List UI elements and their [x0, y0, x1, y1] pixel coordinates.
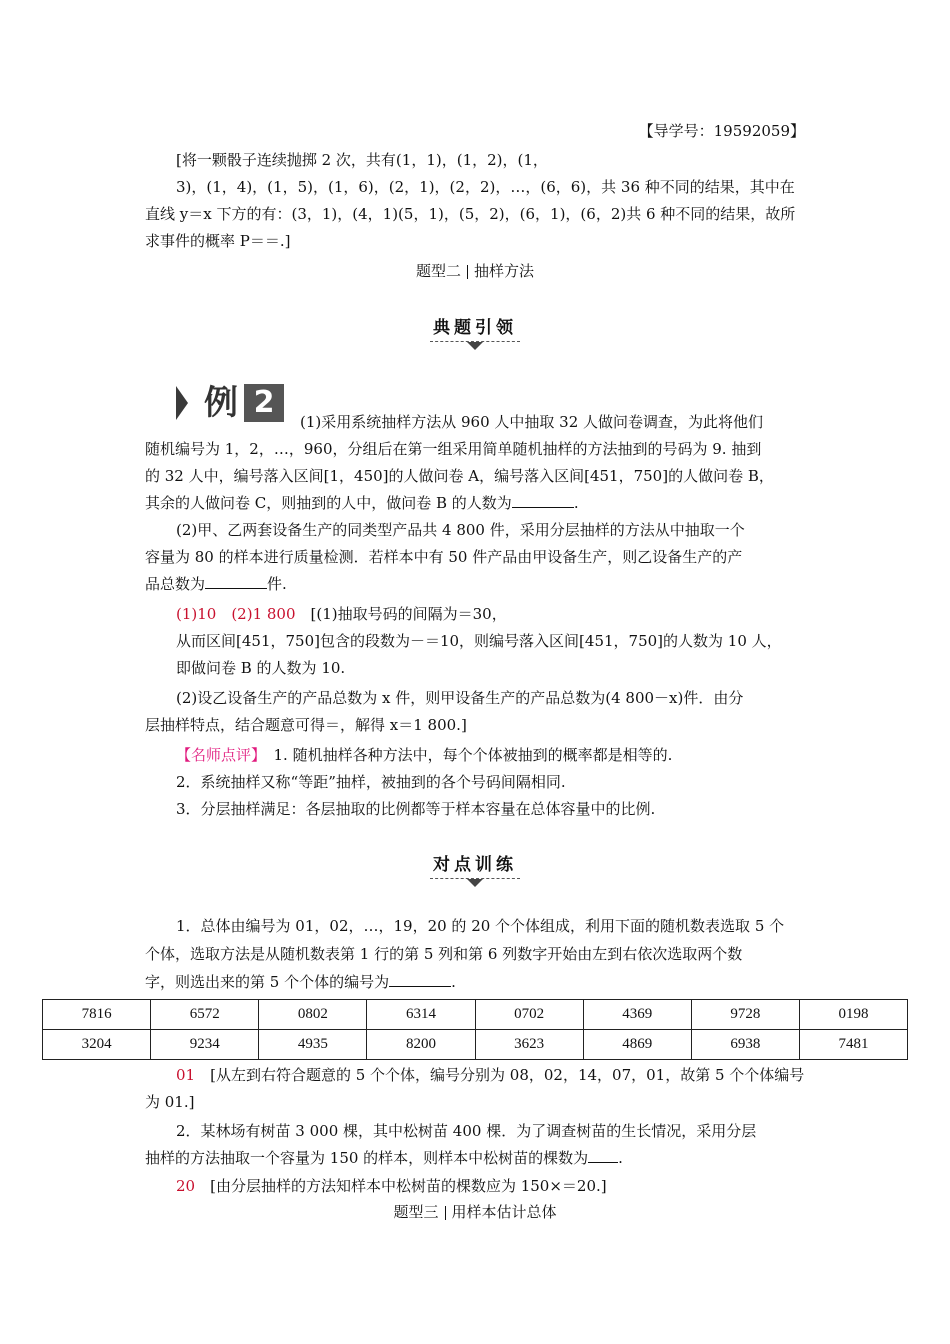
practice2-line-2-end: .: [618, 1149, 623, 1167]
practice2-answer: 20: [176, 1177, 196, 1195]
table-cell: 4369: [583, 1000, 691, 1030]
example-line-7-end: 件.: [267, 575, 287, 593]
answer-blank-2: [205, 574, 267, 589]
example-solution-5: 层抽样特点，结合题意可得＝，解得 x＝1 800.]: [145, 716, 467, 734]
practice1-line-1: 1．总体由编号为 01，02，…，19，20 的 20 个个体组成，利用下面的随机数表选取 5 个: [176, 917, 785, 935]
comment-line-1: [176, 745, 836, 765]
answer-blank-1: [512, 493, 574, 508]
comment-line-3: 3．分层抽样满足：各层抽取的比例都等于样本容量在总体容量中的比例.: [176, 800, 656, 818]
table-cell: 6938: [691, 1030, 799, 1060]
example-line-3: 的 32 人中，编号落入区间[1，450]的人做问卷 A，编号落入区间[451，750]的人做问卷 B，: [145, 467, 774, 485]
heading-typical-arrow: [467, 342, 483, 350]
example-answer-line: [176, 604, 836, 624]
random-number-table: [42, 999, 908, 1060]
example-line-4-text: 其余的人做问卷 C，则抽到的人中，做问卷 B 的人数为: [145, 494, 512, 512]
heading-typical: 典题引领: [433, 318, 517, 338]
practice2-line-2: [145, 1148, 805, 1168]
table-row: [43, 1000, 908, 1030]
practice2-answer-line: [176, 1176, 836, 1196]
example-solution-2: 从而区间[451，750]包含的段数为－＝10，则编号落入区间[451，750]的人数为 10 人，: [176, 632, 782, 650]
section-title-3: [0, 1202, 950, 1222]
section-title-2-left: 题型二: [415, 262, 461, 280]
table-cell: 0198: [799, 1000, 907, 1030]
example-solution-1: [(1)抽取号码的间隔为＝30，: [295, 605, 507, 623]
table-cell: 8200: [367, 1030, 475, 1060]
guide-number: 【导学号：19592059】: [638, 122, 805, 140]
example-line-7: [145, 574, 805, 594]
practice2-line-1: 2．某林场有树苗 3 000 棵，其中松树苗 400 棵．为了调查树苗的生长情况，采用分层: [176, 1122, 757, 1140]
table-row: [43, 1030, 908, 1060]
section-divider: [467, 265, 468, 279]
practice1-solution-2: 为 01.]: [145, 1093, 195, 1111]
practice1-answer-line: [176, 1065, 836, 1085]
example-line-7-text: 品总数为: [145, 575, 206, 593]
table-cell: 4869: [583, 1030, 691, 1060]
practice1-answer: 01: [176, 1066, 196, 1084]
intro-line-4: 求事件的概率 P＝＝.]: [145, 232, 291, 250]
table-cell: 3204: [43, 1030, 151, 1060]
table-cell: 4935: [259, 1030, 367, 1060]
practice1-line-3-text: 字，则选出来的第 5 个个体的编号为: [145, 973, 390, 991]
table-cell: 0802: [259, 1000, 367, 1030]
comment-tag: 【名师点评】: [176, 746, 259, 764]
example-line-2: 随机编号为 1，2，…，960，分组后在第一组采用简单随机抽样的方法抽到的号码为 9. 抽到: [145, 440, 762, 458]
section-title-2: [0, 261, 950, 281]
intro-line-3: 直线 y＝x 下方的有：(3，1)，(4，1)(5，1)，(5，2)，(6，1)，(6，2)共 6 种不同的结果，故所: [145, 205, 796, 223]
table-cell: 0702: [475, 1000, 583, 1030]
example-line-1: (1)采用系统抽样方法从 960 人中抽取 32 人做问卷调查，为此将他们: [300, 413, 764, 431]
section-title-2-right: 抽样方法: [474, 262, 535, 280]
intro-line-1: [将一颗骰子连续抛掷 2 次，共有(1，1)，(1，2)，(1，: [176, 151, 548, 169]
example-line-4: [145, 493, 805, 513]
example-badge-char: 例: [204, 383, 238, 423]
section-title-3-right: 用样本估计总体: [451, 1203, 557, 1221]
table-cell: 6314: [367, 1000, 475, 1030]
practice1-line-2: 个体，选取方法是从随机数表第 1 行的第 5 列和第 6 列数字开始由左到右依次选取两个数: [145, 945, 743, 963]
answer-blank-4: [588, 1148, 618, 1163]
example-badge-number: 2: [253, 385, 275, 420]
practice1-solution-1: [从左到右符合题意的 5 个个体，编号分别为 08，02，14，07，01，故第 5 个个体编号: [195, 1066, 805, 1084]
example-answer: (1)10 (2)1 800: [176, 605, 296, 623]
table-cell: 9728: [691, 1000, 799, 1030]
practice2-line-2-text: 抽样的方法抽取一个容量为 150 的样本，则样本中松树苗的棵数为: [145, 1149, 589, 1167]
heading-practice-arrow: [467, 879, 483, 887]
table-cell: 3623: [475, 1030, 583, 1060]
practice1-line-3-end: .: [451, 973, 456, 991]
section-divider: [445, 1206, 446, 1220]
section-title-3-left: 题型三: [393, 1203, 439, 1221]
example-solution-4: (2)设乙设备生产的产品总数为 x 件，则甲设备生产的产品总数为(4 800－x)件．由分: [176, 689, 744, 707]
answer-blank-3: [389, 972, 451, 987]
practice2-solution: [由分层抽样的方法知样本中松树苗的棵数应为 150×＝20.]: [195, 1177, 607, 1195]
example-line-6: 容量为 80 的样本进行质量检测．若样本中有 50 件产品由甲设备生产，则乙设备生产的产: [145, 548, 743, 566]
comment-text-1: 1. 随机抽样各种方法中，每个个体被抽到的概率都是相等的.: [258, 746, 673, 764]
table-cell: 6572: [151, 1000, 259, 1030]
practice1-line-3: [145, 972, 805, 992]
comment-line-2: 2．系统抽样又称“等距”抽样，被抽到的各个号码间隔相同.: [176, 773, 566, 791]
example-line-4-end: .: [573, 494, 579, 512]
table-cell: 7816: [43, 1000, 151, 1030]
heading-practice: 对点训练: [433, 855, 517, 875]
table-cell: 9234: [151, 1030, 259, 1060]
intro-line-2: 3)，(1，4)，(1，5)，(1，6)，(2，1)，(2，2)，…，(6，6)，共 36 种不同的结果，其中在: [176, 178, 795, 196]
example-line-5: (2)甲、乙两套设备生产的同类型产品共 4 800 件，采用分层抽样的方法从中抽取一个: [176, 521, 745, 539]
table-cell: 7481: [799, 1030, 907, 1060]
example-solution-3: 即做问卷 B 的人数为 10.: [176, 659, 346, 677]
